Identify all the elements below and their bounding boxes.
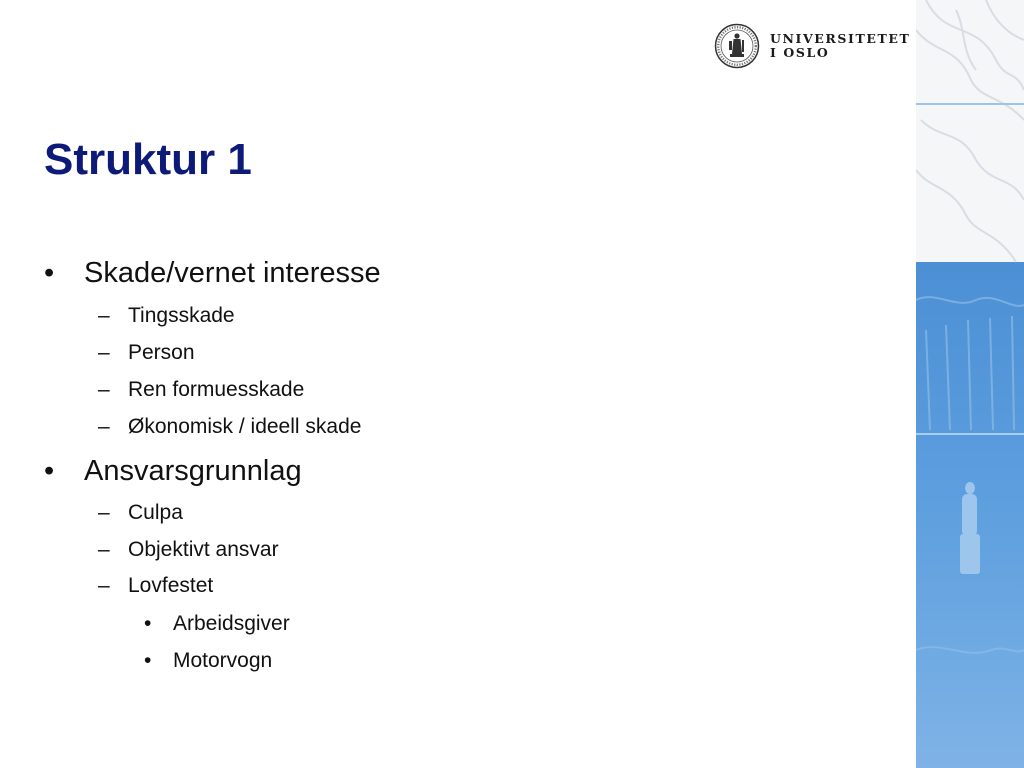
sub-bullet-item	[98, 340, 195, 366]
dash-marker: –	[98, 538, 110, 561]
dash-marker: –	[98, 341, 110, 364]
sub-bullet-text: Person	[128, 341, 195, 364]
sub-bullet-text: Lovfestet	[128, 574, 214, 597]
sub-bullet-text: Culpa	[128, 501, 183, 524]
university-name-line1: UNIVERSITETET	[770, 31, 911, 46]
sub-bullet-text: Ren formuesskade	[128, 378, 305, 401]
sub-bullet-text: Tingsskade	[128, 304, 235, 327]
sub-sub-bullet-text: Arbeidsgiver	[173, 612, 290, 635]
sub-bullet-item	[98, 377, 304, 403]
dash-marker: –	[98, 304, 110, 327]
sub-bullet-item	[98, 303, 235, 329]
sub-bullet-item	[98, 537, 279, 563]
sub-bullet-item	[98, 500, 183, 526]
university-name-line2: I OSLO	[770, 45, 830, 60]
bullet-item	[44, 454, 302, 488]
sub-bullet-item	[98, 573, 213, 599]
sub-sub-bullet-text: Motorvogn	[173, 649, 273, 672]
dash-marker: –	[98, 574, 110, 597]
bullet-item	[44, 256, 381, 290]
sub-bullet-text: Objektivt ansvar	[128, 538, 279, 561]
decorative-side-strip	[916, 0, 1024, 768]
dash-marker: –	[98, 378, 110, 401]
bullet-marker: •	[44, 455, 55, 487]
sub-sub-bullet-item	[144, 611, 290, 637]
bullet-marker: •	[44, 257, 55, 289]
bullet-text: Skade/vernet interesse	[84, 257, 381, 289]
bullet-marker: •	[144, 612, 152, 635]
bullet-text: Ansvarsgrunnlag	[84, 455, 302, 487]
bullet-marker: •	[144, 649, 152, 672]
statue-relief-image	[916, 0, 1024, 768]
sub-sub-bullet-item	[144, 648, 272, 674]
slide-title: Struktur 1	[44, 135, 252, 184]
dash-marker: –	[98, 415, 110, 438]
dash-marker: –	[98, 501, 110, 524]
sub-bullet-text: Økonomisk / ideell skade	[128, 415, 362, 438]
sub-bullet-item	[98, 414, 361, 440]
